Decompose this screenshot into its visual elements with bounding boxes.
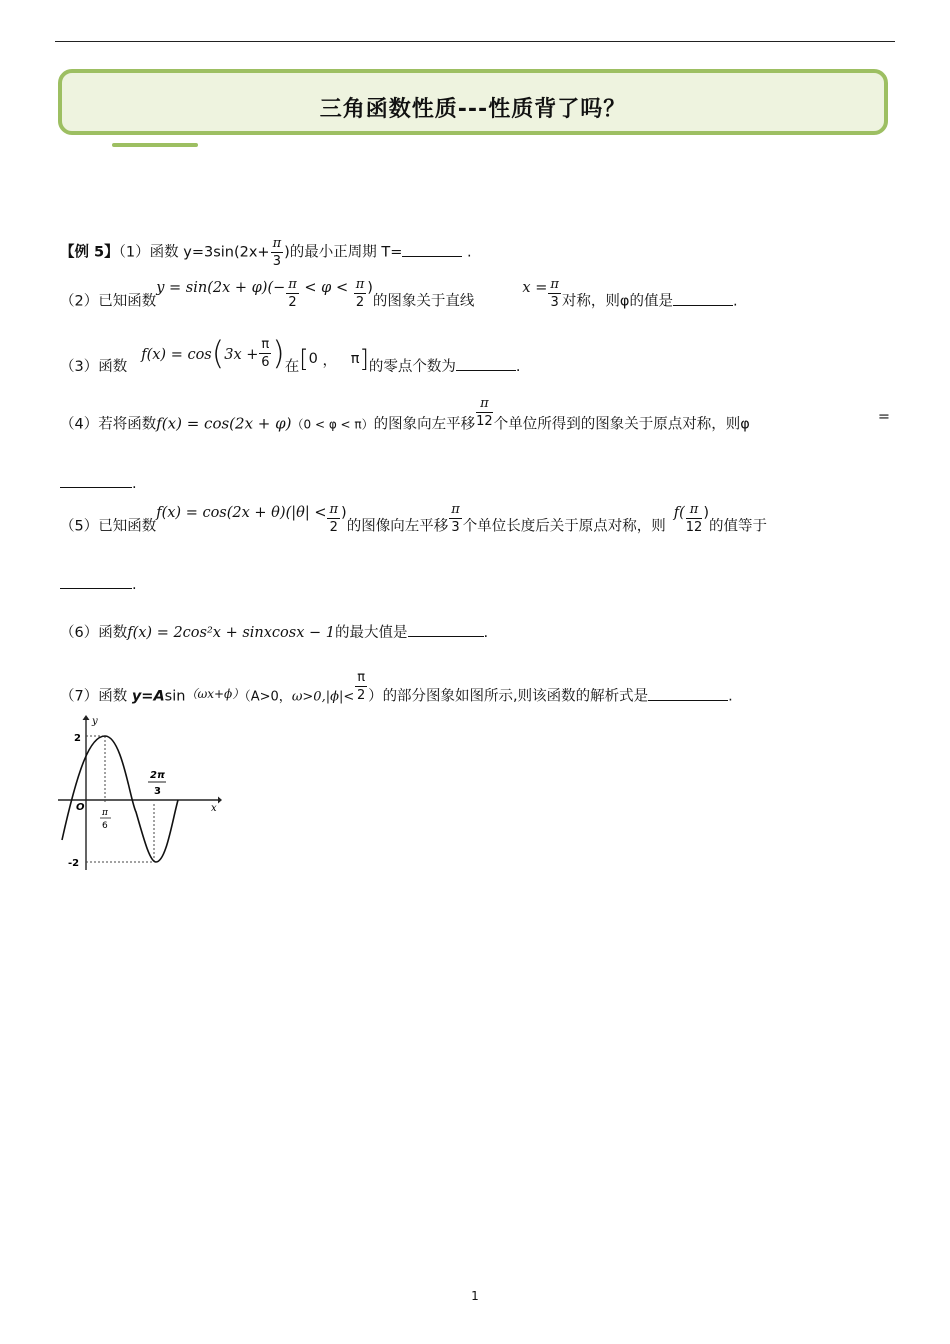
answer-blank[interactable] [456,356,516,371]
answer-blank[interactable] [60,473,132,488]
answer-blank[interactable] [673,291,733,306]
fraction: $\frac{\pi}{12}$ [685,502,703,535]
x-axis-label: x [211,803,217,814]
page-number: 1 [471,1289,479,1303]
fraction: $\frac{\pi}{2}$ [288,277,297,310]
fraction: $\frac{\pi}{2}$ [355,277,365,310]
y-max-label: 2 [74,733,81,744]
page-title: 三角函数性质---性质背了吗？ [319,97,627,122]
question-4-answer: . [60,473,137,492]
question-2: （2）已知函数y = sin(2x + φ)(− $\frac{\pi}{2}$ < φ < $\frac{\pi}{2}$ )的图象关于直线x = $\frac{\pi}{3}$ 对称，则φ的值是 . [60,277,738,310]
formula: y = sin(2x + φ)(− [156,279,286,296]
fraction: $\frac{\pi}{3}$ [451,502,460,535]
question-1: 【例 5】（1）函数 y=3sin(2x+ $\frac{\pi}{3}$ )的最小正周期 T= . [60,236,472,269]
fraction: $\frac{\pi}{3}$ [272,236,282,269]
y-min-label: -2 [68,858,80,869]
question-4: （4）若将函数f(x) = cos(2x + φ)（0 < φ < π）的图象向左平移 $\frac{\pi}{12}$ 个单位所得到的图象关于原点对称，则φ = [60,396,890,433]
formula: f(x) = cos(2x + θ)(|θ| < [156,504,327,521]
sine-graph [58,712,223,872]
y-axis-label: y [92,716,98,727]
title-banner [58,69,888,135]
pi-over-6-num: π [102,808,108,818]
fraction: $\frac{\pi}{3}$ [550,277,559,310]
question-7: （7）函数 y=Asin$^{(\omega x+\phi)}$（A>0，ω>0,|ϕ|< $\frac{\pi}{2}$ ）的部分图象如图所示,则该函数的解析式是 . [60,670,733,705]
fraction: $\frac{\pi}{12}$ [476,396,493,429]
two-pi-over-3-num: 2π [150,770,165,781]
question-3: （3）函数f(x) = cos(3x + $\frac{\pi}{6}$ )在[0 ， π]的零点个数为 . [60,334,521,375]
banner-underline [112,143,198,147]
answer-blank[interactable] [402,242,462,257]
fraction: $\frac{\pi}{2}$ [357,670,366,703]
question-5: （5）已知函数f(x) = cos(2x + θ)(|θ| < $\frac{\pi}{2}$ )的图像向左平移 $\frac{\pi}{3}$ 个单位长度后关于原点对称，则f( $\frac{\pi}{12}$ )的值等于 [60,502,767,535]
y-axis-arrow [83,715,90,720]
pi-over-6-den: 6 [102,821,108,831]
question-6: （6）函数f(x) = 2cos²x + sinxcosx − 1的最大值是 . [60,621,488,642]
fraction: $\frac{\pi}{6}$ [261,336,270,370]
question-5-answer: . [60,574,137,593]
example-tag: 【例 5】 [60,244,119,261]
formula: f(x) = cos(2x + φ) [156,414,292,433]
formula: f(x) = 2cos²x + sinxcosx − 1 [127,625,335,641]
two-pi-over-3-den: 3 [154,786,161,797]
fraction: $\frac{\pi}{2}$ [329,502,339,535]
answer-blank[interactable] [648,686,728,701]
sine-curve [62,736,178,862]
x-axis-arrow [218,797,222,804]
answer-blank[interactable] [408,622,484,637]
origin-label: O [76,802,85,813]
formula: f(x) = cos [141,347,212,363]
top-rule [55,41,895,42]
answer-blank[interactable] [60,574,132,589]
